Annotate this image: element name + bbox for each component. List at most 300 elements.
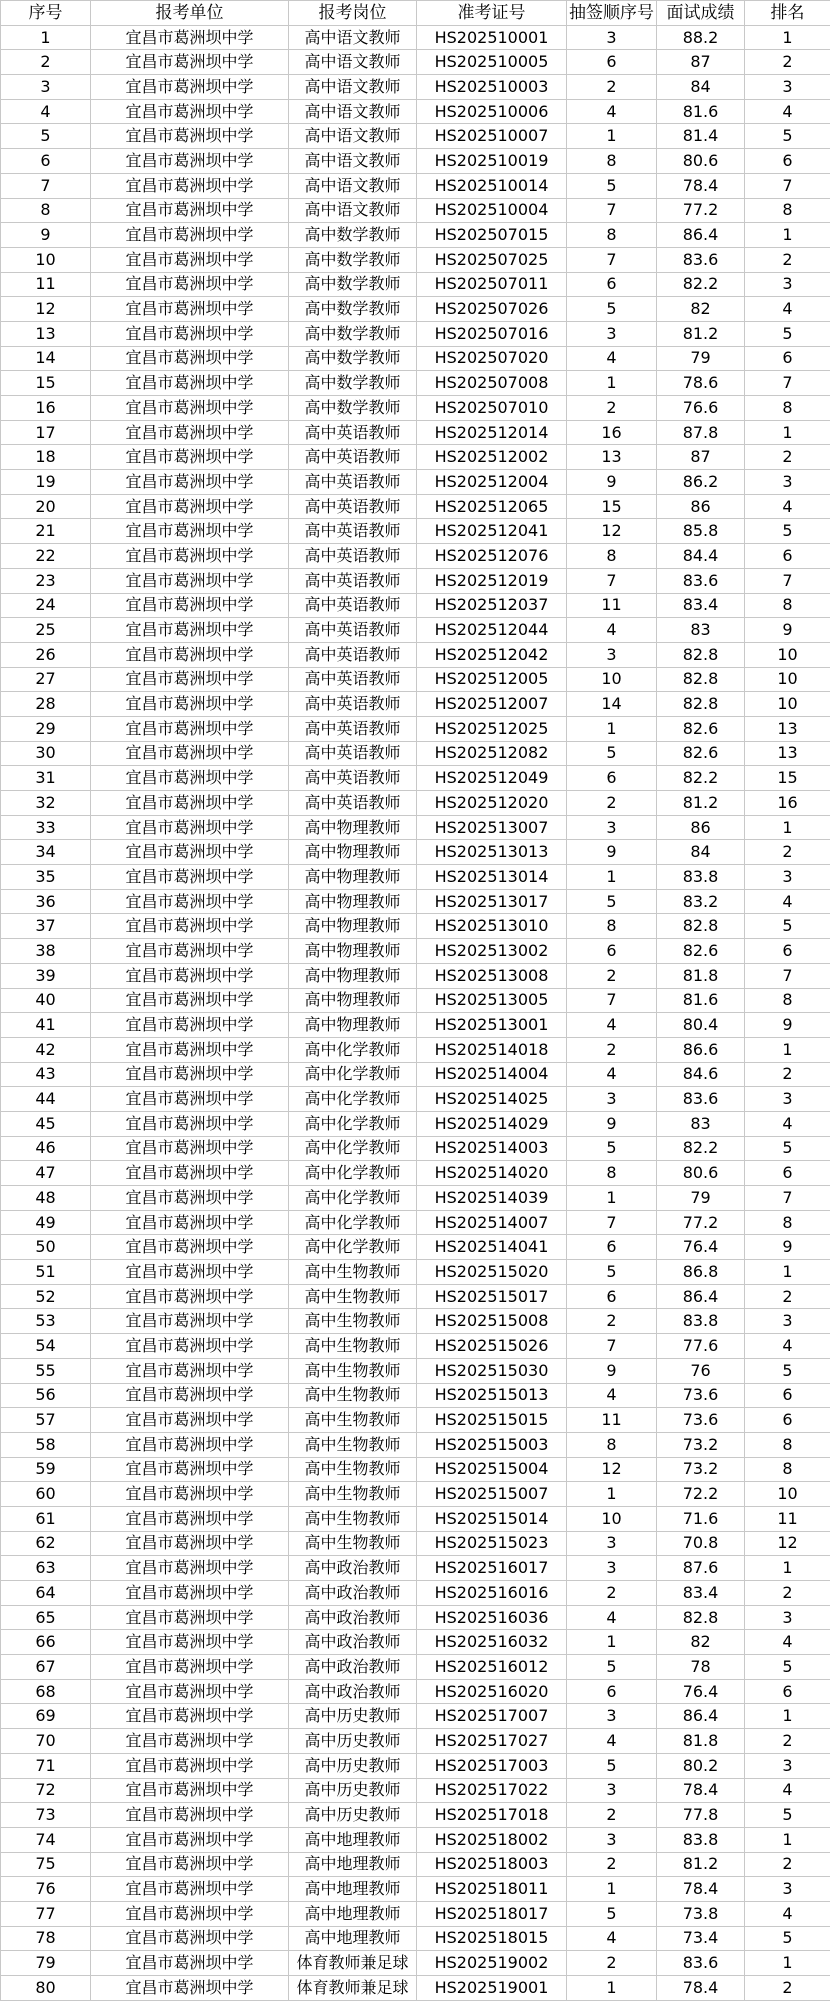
cell-ticket-number: HS202514018 xyxy=(417,1037,567,1062)
cell-draw-order: 6 xyxy=(567,1284,657,1309)
cell-unit: 宜昌市葛洲坝中学 xyxy=(91,544,289,569)
cell-index: 78 xyxy=(1,1926,91,1951)
cell-rank: 3 xyxy=(745,1753,830,1778)
cell-ticket-number: HS202513013 xyxy=(417,840,567,865)
cell-rank: 13 xyxy=(745,741,830,766)
cell-unit: 宜昌市葛洲坝中学 xyxy=(91,1951,289,1976)
cell-rank: 4 xyxy=(745,99,830,124)
cell-ticket-number: HS202514039 xyxy=(417,1186,567,1211)
cell-index: 47 xyxy=(1,1161,91,1186)
cell-draw-order: 14 xyxy=(567,692,657,717)
cell-interview-score: 76.4 xyxy=(657,1235,745,1260)
cell-index: 70 xyxy=(1,1729,91,1754)
cell-index: 43 xyxy=(1,1062,91,1087)
table-row xyxy=(1,124,830,149)
cell-ticket-number: HS202515014 xyxy=(417,1506,567,1531)
cell-unit: 宜昌市葛洲坝中学 xyxy=(91,1926,289,1951)
cell-index: 38 xyxy=(1,939,91,964)
table-row xyxy=(1,1556,830,1581)
cell-position: 高中物理教师 xyxy=(289,988,417,1013)
cell-rank: 7 xyxy=(745,568,830,593)
cell-interview-score: 84 xyxy=(657,75,745,100)
cell-unit: 宜昌市葛洲坝中学 xyxy=(91,247,289,272)
cell-unit: 宜昌市葛洲坝中学 xyxy=(91,1408,289,1433)
table-row xyxy=(1,149,830,174)
cell-interview-score: 84.6 xyxy=(657,1062,745,1087)
cell-rank: 8 xyxy=(745,1457,830,1482)
table-row xyxy=(1,1037,830,1062)
cell-unit: 宜昌市葛洲坝中学 xyxy=(91,1457,289,1482)
cell-ticket-number: HS202516020 xyxy=(417,1679,567,1704)
cell-index: 10 xyxy=(1,247,91,272)
cell-draw-order: 4 xyxy=(567,1383,657,1408)
cell-interview-score: 83.6 xyxy=(657,247,745,272)
cell-rank: 5 xyxy=(745,1358,830,1383)
cell-index: 75 xyxy=(1,1852,91,1877)
cell-interview-score: 82.6 xyxy=(657,939,745,964)
cell-index: 35 xyxy=(1,865,91,890)
cell-ticket-number: HS202514007 xyxy=(417,1210,567,1235)
header-rank: 排名 xyxy=(745,1,830,26)
cell-ticket-number: HS202507010 xyxy=(417,396,567,421)
cell-unit: 宜昌市葛洲坝中学 xyxy=(91,494,289,519)
cell-ticket-number: HS202513005 xyxy=(417,988,567,1013)
cell-rank: 4 xyxy=(745,297,830,322)
cell-draw-order: 1 xyxy=(567,1877,657,1902)
cell-interview-score: 86.8 xyxy=(657,1260,745,1285)
cell-ticket-number: HS202518011 xyxy=(417,1877,567,1902)
cell-interview-score: 81.6 xyxy=(657,99,745,124)
cell-position: 高中数学教师 xyxy=(289,396,417,421)
cell-ticket-number: HS202516036 xyxy=(417,1605,567,1630)
table-row xyxy=(1,1679,830,1704)
cell-unit: 宜昌市葛洲坝中学 xyxy=(91,149,289,174)
table-row xyxy=(1,1753,830,1778)
cell-position: 高中历史教师 xyxy=(289,1753,417,1778)
cell-unit: 宜昌市葛洲坝中学 xyxy=(91,939,289,964)
table-row xyxy=(1,445,830,470)
cell-unit: 宜昌市葛洲坝中学 xyxy=(91,963,289,988)
header-interview-score: 面试成绩 xyxy=(657,1,745,26)
cell-ticket-number: HS202513001 xyxy=(417,1013,567,1038)
cell-draw-order: 3 xyxy=(567,1704,657,1729)
cell-draw-order: 8 xyxy=(567,223,657,248)
cell-position: 高中英语教师 xyxy=(289,667,417,692)
cell-rank: 3 xyxy=(745,1087,830,1112)
cell-index: 25 xyxy=(1,618,91,643)
table-row xyxy=(1,1877,830,1902)
cell-draw-order: 9 xyxy=(567,1358,657,1383)
cell-index: 58 xyxy=(1,1432,91,1457)
cell-index: 34 xyxy=(1,840,91,865)
cell-index: 50 xyxy=(1,1235,91,1260)
cell-interview-score: 81.2 xyxy=(657,321,745,346)
cell-interview-score: 73.4 xyxy=(657,1926,745,1951)
cell-unit: 宜昌市葛洲坝中学 xyxy=(91,1976,289,2001)
cell-index: 74 xyxy=(1,1827,91,1852)
table-row xyxy=(1,1087,830,1112)
cell-draw-order: 11 xyxy=(567,593,657,618)
header-index: 序号 xyxy=(1,1,91,26)
cell-index: 23 xyxy=(1,568,91,593)
cell-draw-order: 5 xyxy=(567,1753,657,1778)
cell-index: 14 xyxy=(1,346,91,371)
cell-ticket-number: HS202512082 xyxy=(417,741,567,766)
cell-rank: 8 xyxy=(745,396,830,421)
cell-draw-order: 3 xyxy=(567,1778,657,1803)
cell-interview-score: 81.6 xyxy=(657,988,745,1013)
cell-unit: 宜昌市葛洲坝中学 xyxy=(91,1284,289,1309)
cell-position: 高中政治教师 xyxy=(289,1556,417,1581)
cell-index: 7 xyxy=(1,173,91,198)
cell-interview-score: 78.4 xyxy=(657,1877,745,1902)
cell-position: 高中生物教师 xyxy=(289,1506,417,1531)
cell-position: 高中英语教师 xyxy=(289,544,417,569)
cell-index: 49 xyxy=(1,1210,91,1235)
cell-ticket-number: HS202517003 xyxy=(417,1753,567,1778)
cell-position: 高中生物教师 xyxy=(289,1457,417,1482)
cell-ticket-number: HS202516032 xyxy=(417,1630,567,1655)
cell-position: 高中地理教师 xyxy=(289,1901,417,1926)
cell-position: 高中英语教师 xyxy=(289,568,417,593)
table-row xyxy=(1,75,830,100)
cell-draw-order: 2 xyxy=(567,396,657,421)
cell-draw-order: 3 xyxy=(567,1556,657,1581)
cell-interview-score: 83.6 xyxy=(657,1087,745,1112)
cell-rank: 1 xyxy=(745,1827,830,1852)
cell-ticket-number: HS202507025 xyxy=(417,247,567,272)
cell-index: 36 xyxy=(1,889,91,914)
cell-unit: 宜昌市葛洲坝中学 xyxy=(91,741,289,766)
cell-draw-order: 9 xyxy=(567,470,657,495)
cell-draw-order: 5 xyxy=(567,1655,657,1680)
cell-rank: 4 xyxy=(745,1778,830,1803)
cell-ticket-number: HS202514029 xyxy=(417,1111,567,1136)
cell-interview-score: 81.4 xyxy=(657,124,745,149)
cell-index: 42 xyxy=(1,1037,91,1062)
cell-ticket-number: HS202512019 xyxy=(417,568,567,593)
table-row xyxy=(1,1506,830,1531)
cell-ticket-number: HS202512076 xyxy=(417,544,567,569)
cell-unit: 宜昌市葛洲坝中学 xyxy=(91,889,289,914)
table-row xyxy=(1,1951,830,1976)
cell-position: 高中生物教师 xyxy=(289,1309,417,1334)
table-row xyxy=(1,1186,830,1211)
cell-index: 9 xyxy=(1,223,91,248)
table-row xyxy=(1,642,830,667)
cell-draw-order: 4 xyxy=(567,346,657,371)
cell-ticket-number: HS202513010 xyxy=(417,914,567,939)
cell-rank: 2 xyxy=(745,1852,830,1877)
cell-ticket-number: HS202514041 xyxy=(417,1235,567,1260)
cell-interview-score: 85.8 xyxy=(657,519,745,544)
cell-rank: 6 xyxy=(745,149,830,174)
table-row xyxy=(1,667,830,692)
cell-draw-order: 6 xyxy=(567,766,657,791)
cell-index: 27 xyxy=(1,667,91,692)
table-row xyxy=(1,1457,830,1482)
cell-position: 高中生物教师 xyxy=(289,1260,417,1285)
cell-index: 32 xyxy=(1,791,91,816)
cell-interview-score: 79 xyxy=(657,1186,745,1211)
cell-position: 高中数学教师 xyxy=(289,321,417,346)
cell-rank: 5 xyxy=(745,1926,830,1951)
cell-interview-score: 73.2 xyxy=(657,1457,745,1482)
cell-position: 高中地理教师 xyxy=(289,1827,417,1852)
table-row xyxy=(1,1136,830,1161)
cell-position: 高中政治教师 xyxy=(289,1605,417,1630)
cell-position: 高中数学教师 xyxy=(289,223,417,248)
cell-unit: 宜昌市葛洲坝中学 xyxy=(91,1655,289,1680)
cell-position: 高中政治教师 xyxy=(289,1655,417,1680)
cell-unit: 宜昌市葛洲坝中学 xyxy=(91,766,289,791)
cell-ticket-number: HS202510001 xyxy=(417,25,567,50)
cell-position: 高中英语教师 xyxy=(289,716,417,741)
cell-interview-score: 86.4 xyxy=(657,1284,745,1309)
table-row xyxy=(1,1334,830,1359)
cell-rank: 8 xyxy=(745,988,830,1013)
cell-rank: 8 xyxy=(745,198,830,223)
cell-position: 体育教师兼足球 xyxy=(289,1951,417,1976)
cell-index: 54 xyxy=(1,1334,91,1359)
cell-rank: 6 xyxy=(745,1383,830,1408)
cell-position: 高中物理教师 xyxy=(289,963,417,988)
cell-draw-order: 2 xyxy=(567,1581,657,1606)
table-row xyxy=(1,223,830,248)
cell-unit: 宜昌市葛洲坝中学 xyxy=(91,1260,289,1285)
cell-ticket-number: HS202512037 xyxy=(417,593,567,618)
cell-interview-score: 87.6 xyxy=(657,1556,745,1581)
cell-interview-score: 86 xyxy=(657,815,745,840)
cell-position: 高中物理教师 xyxy=(289,1013,417,1038)
cell-position: 高中物理教师 xyxy=(289,815,417,840)
cell-unit: 宜昌市葛洲坝中学 xyxy=(91,1235,289,1260)
cell-rank: 3 xyxy=(745,75,830,100)
cell-ticket-number: HS202510006 xyxy=(417,99,567,124)
cell-rank: 2 xyxy=(745,50,830,75)
table-row xyxy=(1,1013,830,1038)
cell-index: 17 xyxy=(1,420,91,445)
cell-ticket-number: HS202514003 xyxy=(417,1136,567,1161)
cell-ticket-number: HS202512005 xyxy=(417,667,567,692)
cell-ticket-number: HS202512044 xyxy=(417,618,567,643)
cell-position: 高中历史教师 xyxy=(289,1729,417,1754)
table-row xyxy=(1,1432,830,1457)
cell-draw-order: 5 xyxy=(567,1901,657,1926)
cell-ticket-number: HS202515013 xyxy=(417,1383,567,1408)
cell-unit: 宜昌市葛洲坝中学 xyxy=(91,1901,289,1926)
cell-rank: 1 xyxy=(745,25,830,50)
cell-draw-order: 15 xyxy=(567,494,657,519)
cell-index: 73 xyxy=(1,1803,91,1828)
cell-interview-score: 78.6 xyxy=(657,371,745,396)
cell-interview-score: 76.4 xyxy=(657,1679,745,1704)
cell-position: 高中物理教师 xyxy=(289,939,417,964)
cell-index: 18 xyxy=(1,445,91,470)
cell-draw-order: 6 xyxy=(567,1235,657,1260)
cell-index: 66 xyxy=(1,1630,91,1655)
cell-position: 高中语文教师 xyxy=(289,198,417,223)
cell-draw-order: 2 xyxy=(567,1852,657,1877)
cell-rank: 9 xyxy=(745,618,830,643)
cell-rank: 2 xyxy=(745,1062,830,1087)
cell-unit: 宜昌市葛洲坝中学 xyxy=(91,1630,289,1655)
cell-unit: 宜昌市葛洲坝中学 xyxy=(91,1013,289,1038)
cell-rank: 6 xyxy=(745,939,830,964)
cell-unit: 宜昌市葛洲坝中学 xyxy=(91,1037,289,1062)
cell-unit: 宜昌市葛洲坝中学 xyxy=(91,840,289,865)
cell-ticket-number: HS202507016 xyxy=(417,321,567,346)
cell-rank: 8 xyxy=(745,593,830,618)
cell-interview-score: 79 xyxy=(657,346,745,371)
cell-interview-score: 86.2 xyxy=(657,470,745,495)
cell-interview-score: 86 xyxy=(657,494,745,519)
cell-ticket-number: HS202507008 xyxy=(417,371,567,396)
cell-rank: 10 xyxy=(745,1482,830,1507)
table-row xyxy=(1,1309,830,1334)
header-unit: 报考单位 xyxy=(91,1,289,26)
cell-unit: 宜昌市葛洲坝中学 xyxy=(91,815,289,840)
cell-unit: 宜昌市葛洲坝中学 xyxy=(91,1827,289,1852)
cell-position: 高中语文教师 xyxy=(289,173,417,198)
cell-draw-order: 5 xyxy=(567,173,657,198)
cell-unit: 宜昌市葛洲坝中学 xyxy=(91,297,289,322)
cell-position: 高中化学教师 xyxy=(289,1161,417,1186)
table-row xyxy=(1,865,830,890)
cell-interview-score: 81.2 xyxy=(657,791,745,816)
cell-unit: 宜昌市葛洲坝中学 xyxy=(91,692,289,717)
cell-draw-order: 2 xyxy=(567,75,657,100)
cell-position: 高中生物教师 xyxy=(289,1408,417,1433)
cell-index: 77 xyxy=(1,1901,91,1926)
table-row xyxy=(1,1926,830,1951)
cell-rank: 4 xyxy=(745,1901,830,1926)
cell-rank: 3 xyxy=(745,1605,830,1630)
cell-unit: 宜昌市葛洲坝中学 xyxy=(91,1358,289,1383)
table-row xyxy=(1,1482,830,1507)
cell-position: 高中政治教师 xyxy=(289,1679,417,1704)
cell-rank: 15 xyxy=(745,766,830,791)
table-row xyxy=(1,791,830,816)
table-row xyxy=(1,618,830,643)
table-row xyxy=(1,50,830,75)
table-row xyxy=(1,519,830,544)
cell-interview-score: 82.2 xyxy=(657,766,745,791)
cell-rank: 1 xyxy=(745,1556,830,1581)
table-row xyxy=(1,396,830,421)
cell-interview-score: 83.2 xyxy=(657,889,745,914)
cell-position: 高中地理教师 xyxy=(289,1926,417,1951)
cell-unit: 宜昌市葛洲坝中学 xyxy=(91,1482,289,1507)
cell-unit: 宜昌市葛洲坝中学 xyxy=(91,173,289,198)
cell-position: 高中英语教师 xyxy=(289,766,417,791)
cell-rank: 5 xyxy=(745,519,830,544)
cell-ticket-number: HS202515023 xyxy=(417,1531,567,1556)
cell-unit: 宜昌市葛洲坝中学 xyxy=(91,1803,289,1828)
table-row xyxy=(1,420,830,445)
cell-ticket-number: HS202519001 xyxy=(417,1976,567,2001)
cell-draw-order: 1 xyxy=(567,1976,657,2001)
cell-ticket-number: HS202512020 xyxy=(417,791,567,816)
cell-unit: 宜昌市葛洲坝中学 xyxy=(91,1753,289,1778)
table-row xyxy=(1,1383,830,1408)
cell-index: 71 xyxy=(1,1753,91,1778)
cell-rank: 7 xyxy=(745,963,830,988)
cell-interview-score: 80.6 xyxy=(657,149,745,174)
cell-unit: 宜昌市葛洲坝中学 xyxy=(91,99,289,124)
header-position: 报考岗位 xyxy=(289,1,417,26)
cell-position: 高中化学教师 xyxy=(289,1087,417,1112)
cell-interview-score: 83.4 xyxy=(657,1581,745,1606)
cell-rank: 10 xyxy=(745,692,830,717)
cell-ticket-number: HS202512042 xyxy=(417,642,567,667)
cell-draw-order: 6 xyxy=(567,939,657,964)
cell-index: 39 xyxy=(1,963,91,988)
cell-interview-score: 83.8 xyxy=(657,1827,745,1852)
cell-rank: 3 xyxy=(745,272,830,297)
cell-rank: 2 xyxy=(745,247,830,272)
table-row xyxy=(1,1852,830,1877)
cell-index: 76 xyxy=(1,1877,91,1902)
cell-draw-order: 3 xyxy=(567,25,657,50)
cell-position: 高中英语教师 xyxy=(289,470,417,495)
cell-ticket-number: HS202515015 xyxy=(417,1408,567,1433)
cell-draw-order: 1 xyxy=(567,1186,657,1211)
cell-index: 3 xyxy=(1,75,91,100)
cell-interview-score: 87 xyxy=(657,445,745,470)
cell-ticket-number: HS202513017 xyxy=(417,889,567,914)
cell-rank: 4 xyxy=(745,889,830,914)
cell-interview-score: 82.2 xyxy=(657,1136,745,1161)
cell-interview-score: 77.8 xyxy=(657,1803,745,1828)
cell-index: 69 xyxy=(1,1704,91,1729)
cell-draw-order: 9 xyxy=(567,840,657,865)
cell-ticket-number: HS202513007 xyxy=(417,815,567,840)
cell-unit: 宜昌市葛洲坝中学 xyxy=(91,346,289,371)
cell-unit: 宜昌市葛洲坝中学 xyxy=(91,642,289,667)
cell-index: 2 xyxy=(1,50,91,75)
cell-unit: 宜昌市葛洲坝中学 xyxy=(91,1852,289,1877)
cell-rank: 2 xyxy=(745,1284,830,1309)
cell-position: 高中化学教师 xyxy=(289,1111,417,1136)
table-row xyxy=(1,494,830,519)
table-row xyxy=(1,1235,830,1260)
cell-rank: 6 xyxy=(745,346,830,371)
cell-position: 高中语文教师 xyxy=(289,25,417,50)
cell-draw-order: 1 xyxy=(567,716,657,741)
cell-unit: 宜昌市葛洲坝中学 xyxy=(91,1778,289,1803)
cell-interview-score: 81.8 xyxy=(657,963,745,988)
cell-unit: 宜昌市葛洲坝中学 xyxy=(91,272,289,297)
cell-interview-score: 80.2 xyxy=(657,1753,745,1778)
cell-index: 64 xyxy=(1,1581,91,1606)
table-row xyxy=(1,1284,830,1309)
cell-rank: 3 xyxy=(745,1877,830,1902)
cell-ticket-number: HS202517027 xyxy=(417,1729,567,1754)
cell-ticket-number: HS202515026 xyxy=(417,1334,567,1359)
table-row xyxy=(1,840,830,865)
cell-position: 高中化学教师 xyxy=(289,1210,417,1235)
cell-rank: 7 xyxy=(745,371,830,396)
cell-ticket-number: HS202513014 xyxy=(417,865,567,890)
table-row xyxy=(1,1161,830,1186)
table-row xyxy=(1,297,830,322)
table-row xyxy=(1,1630,830,1655)
cell-index: 28 xyxy=(1,692,91,717)
cell-ticket-number: HS202518017 xyxy=(417,1901,567,1926)
cell-interview-score: 78.4 xyxy=(657,173,745,198)
cell-rank: 4 xyxy=(745,1630,830,1655)
